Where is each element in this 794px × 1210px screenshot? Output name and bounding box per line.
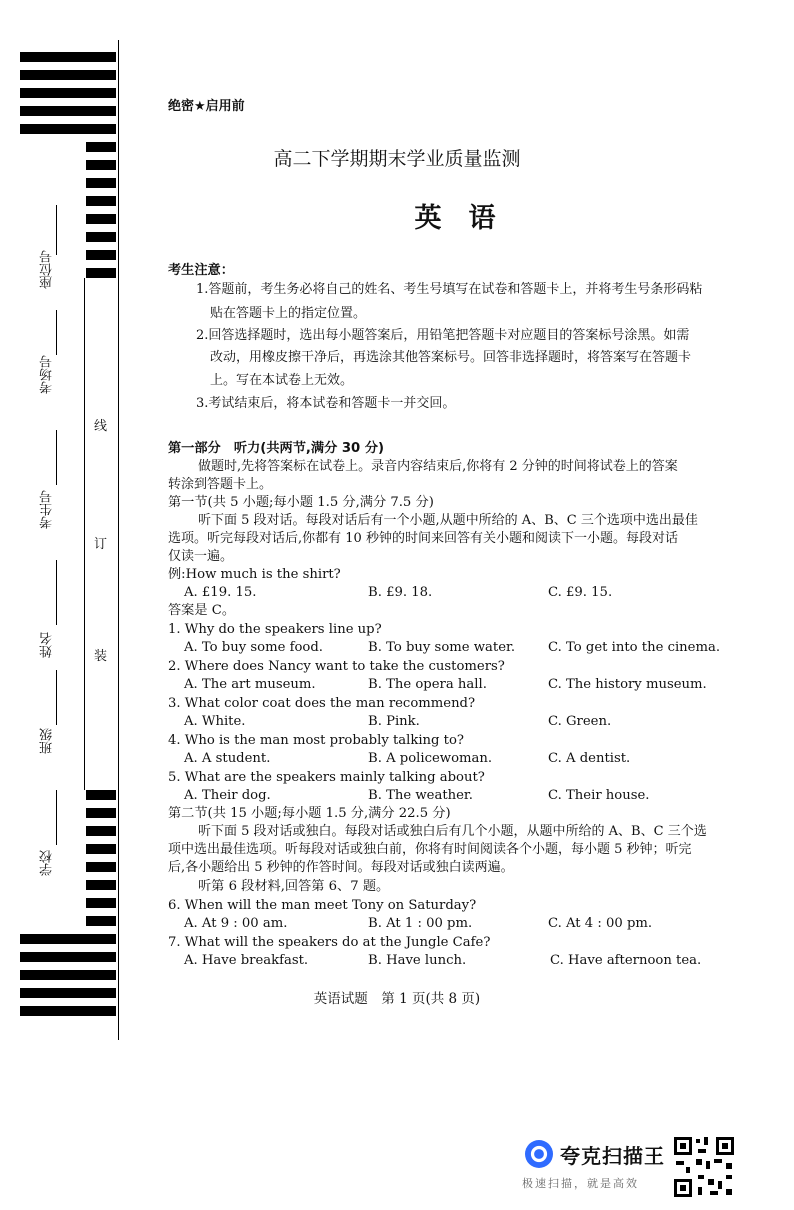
part1-intro: 转涂到答题卡上。 xyxy=(168,477,273,492)
question-1: 1. Why do the speakers line up? xyxy=(168,622,382,637)
q7-option-a: A. Have breakfast. xyxy=(184,953,309,968)
q5-option-a: A. Their dog. xyxy=(184,788,271,803)
question-3: 3. What color coat does the man recommend? xyxy=(168,696,476,711)
subject-title: 英 语 xyxy=(414,203,496,234)
q1-option-b: B. To buy some water. xyxy=(368,640,516,655)
notice-line: 1.答题前，考生务必将自己的姓名、考生号填写在试卷和答题卡上，并将考生号条形码粘 xyxy=(196,282,703,297)
scanner-logo-icon xyxy=(524,1139,554,1169)
q2-option-c: C. The history museum. xyxy=(548,677,707,692)
section2-intro: 听下面 5 段对话或独白。每段对话或独白后有几个小题，从题中所给的 A、B、C 三个选 xyxy=(198,824,707,839)
exam-title: 高二下学期期末学业质量监测 xyxy=(273,148,521,170)
school-label: 学校 xyxy=(40,850,55,876)
question-7: 7. What will the speakers do at the Jungle Cafe? xyxy=(168,935,491,950)
question-6: 6. When will the man meet Tony on Saturday? xyxy=(168,898,477,913)
q6-option-a: A. At 9 : 00 am. xyxy=(184,916,288,931)
bind-char-ding: 订 xyxy=(94,537,108,552)
scanner-brand-name: 夸克扫描王 xyxy=(560,1144,665,1168)
section2-intro: 项中选出最佳选项。听每段对话或独白前，你将有时间阅读各个小题，每小题 5 秒钟；听完 xyxy=(168,842,692,857)
notice-line: 2.回答选择题时，选出每小题答案后，用铅笔把答题卡对应题目的答案标号涂黑。如需 xyxy=(196,328,690,343)
section2-intro: 后,各小题给出 5 秒钟的作答时间。每段对话或独白读两遍。 xyxy=(168,860,514,875)
section1-intro: 选项。听完每段对话后,你都有 10 秒钟的时间来回答有关小题和阅读下一小题。每段对话 xyxy=(168,531,678,546)
q4-option-b: B. A policewoman. xyxy=(368,751,493,766)
qr-code-icon xyxy=(672,1135,736,1199)
q3-option-a: A. White. xyxy=(184,714,246,729)
q7-option-c: C. Have afternoon tea. xyxy=(550,953,702,968)
q2-option-b: B. The opera hall. xyxy=(368,677,487,692)
notice-line: 改动，用橡皮擦干净后，再选涂其他答案标号。回答非选择题时，将答案写在答题卡 xyxy=(210,350,692,365)
section1-title: 第一节(共 5 小题;每小题 1.5 分,满分 7.5 分) xyxy=(168,495,434,510)
seat-number-label: 座位号 xyxy=(40,250,55,289)
scanner-slogan: 极速扫描，就是高效 xyxy=(522,1177,639,1190)
notice-line: 3.考试结束后，将本试卷和答题卡一并交回。 xyxy=(196,396,456,411)
question-2: 2. Where does Nancy want to take the customers? xyxy=(168,659,505,674)
q6-option-b: B. At 1 : 00 pm. xyxy=(368,916,473,931)
exam-room-label: 考场号 xyxy=(40,355,55,394)
q1-option-a: A. To buy some food. xyxy=(184,640,323,655)
example-option-c: C. £9. 15. xyxy=(548,585,613,600)
question-5: 5. What are the speakers mainly talking about? xyxy=(168,770,485,785)
notice-line: 上。写在本试卷上无效。 xyxy=(210,373,354,388)
notice-line: 贴在答题卡上的指定位置。 xyxy=(210,306,367,321)
class-label: 班级 xyxy=(40,728,55,754)
section1-intro: 听下面 5 段对话。每段对话后有一个小题,从题中所给的 A、B、C 三个选项中选出最佳 xyxy=(198,513,698,528)
q5-option-c: C. Their house. xyxy=(548,788,650,803)
example-option-b: B. £9. 18. xyxy=(368,585,433,600)
q4-option-a: A. A student. xyxy=(184,751,271,766)
example-option-a: A. £19. 15. xyxy=(184,585,257,600)
q7-option-b: B. Have lunch. xyxy=(368,953,467,968)
cut-line-char: 线 xyxy=(94,419,108,434)
question-4: 4. Who is the man most probably talking to? xyxy=(168,733,464,748)
q2-option-a: A. The art museum. xyxy=(184,677,316,692)
secret-mark: 绝密★启用前 xyxy=(168,99,245,114)
material-6-instruction: 听第 6 段材料,回答第 6、7 题。 xyxy=(198,879,390,894)
page-footer: 英语试题 第 1 页(共 8 页) xyxy=(313,991,481,1007)
q3-option-c: C. Green. xyxy=(548,714,612,729)
example-answer: 答案是 C。 xyxy=(168,603,236,618)
part1-title: 第一部分 听力(共两节,满分 30 分) xyxy=(168,441,385,456)
q4-option-c: C. A dentist. xyxy=(548,751,631,766)
q5-option-b: B. The weather. xyxy=(368,788,473,803)
name-label: 姓名 xyxy=(40,632,55,658)
part1-intro: 做题时,先将答案标在试卷上。录音内容结束后,你将有 2 分钟的时间将试卷上的答案 xyxy=(198,459,678,474)
example-question: 例:How much is the shirt? xyxy=(168,567,341,582)
section2-title: 第二节(共 15 小题;每小题 1.5 分,满分 22.5 分) xyxy=(168,806,451,821)
scanner-watermark xyxy=(520,1135,740,1195)
notice-title: 考生注意： xyxy=(168,263,234,278)
student-number-label: 考生号 xyxy=(40,490,55,529)
q6-option-c: C. At 4 : 00 pm. xyxy=(548,916,653,931)
section1-intro: 仅读一遍。 xyxy=(168,549,234,564)
q1-option-c: C. To get into the cinema. xyxy=(548,640,721,655)
q3-option-b: B. Pink. xyxy=(368,714,420,729)
bind-char-zhuang: 装 xyxy=(94,649,108,664)
